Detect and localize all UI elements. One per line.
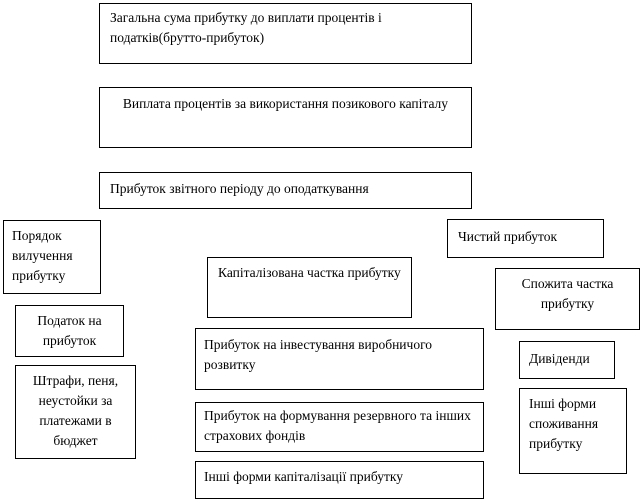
interest-payment-box [99,87,472,148]
net-profit-text: Чистий прибуток [458,229,558,244]
reserve-funds-profit-text: Прибуток на формування резервного та інших страхових фондів [204,408,471,443]
reserve-funds-profit-box [195,402,484,452]
fines-box [15,365,136,459]
pretax-profit-text: Прибуток звітного періоду до оподаткування [110,181,369,196]
dividends-text: Дивіденди [529,351,590,366]
consumed-part-text: Спожита частка прибутку [521,276,614,311]
other-capitalization-box [195,461,484,499]
dividends-box [519,341,615,379]
gross-profit-text: Загальна сума прибутку до виплати процентів і податків(брутто-прибуток) [110,10,382,45]
pretax-profit-box [99,172,472,209]
investment-profit-text: Прибуток на інвестування виробничого розвитку [204,337,433,372]
gross-profit-box [99,3,472,64]
income-tax-box [15,305,124,357]
withdrawal-order-box [3,220,101,294]
investment-profit-box [195,328,484,390]
other-consumption-box [519,388,627,474]
fines-text: Штрафи, пеня, неустойки за платежами в бюджет [32,373,119,448]
withdrawal-order-text: Порядок вилучення прибутку [12,228,73,283]
other-consumption-text: Інші форми споживання прибутку [529,396,599,451]
consumed-part-box [495,268,640,330]
capitalized-part-text: Капіталізована частка прибутку [218,265,401,280]
interest-payment-text: Виплата процентів за використання позикового капіталу [122,96,449,111]
net-profit-box [447,219,604,258]
income-tax-text: Податок на прибуток [37,313,102,348]
capitalized-part-box [207,257,412,318]
other-capitalization-text: Інші форми капіталізації прибутку [204,469,403,484]
